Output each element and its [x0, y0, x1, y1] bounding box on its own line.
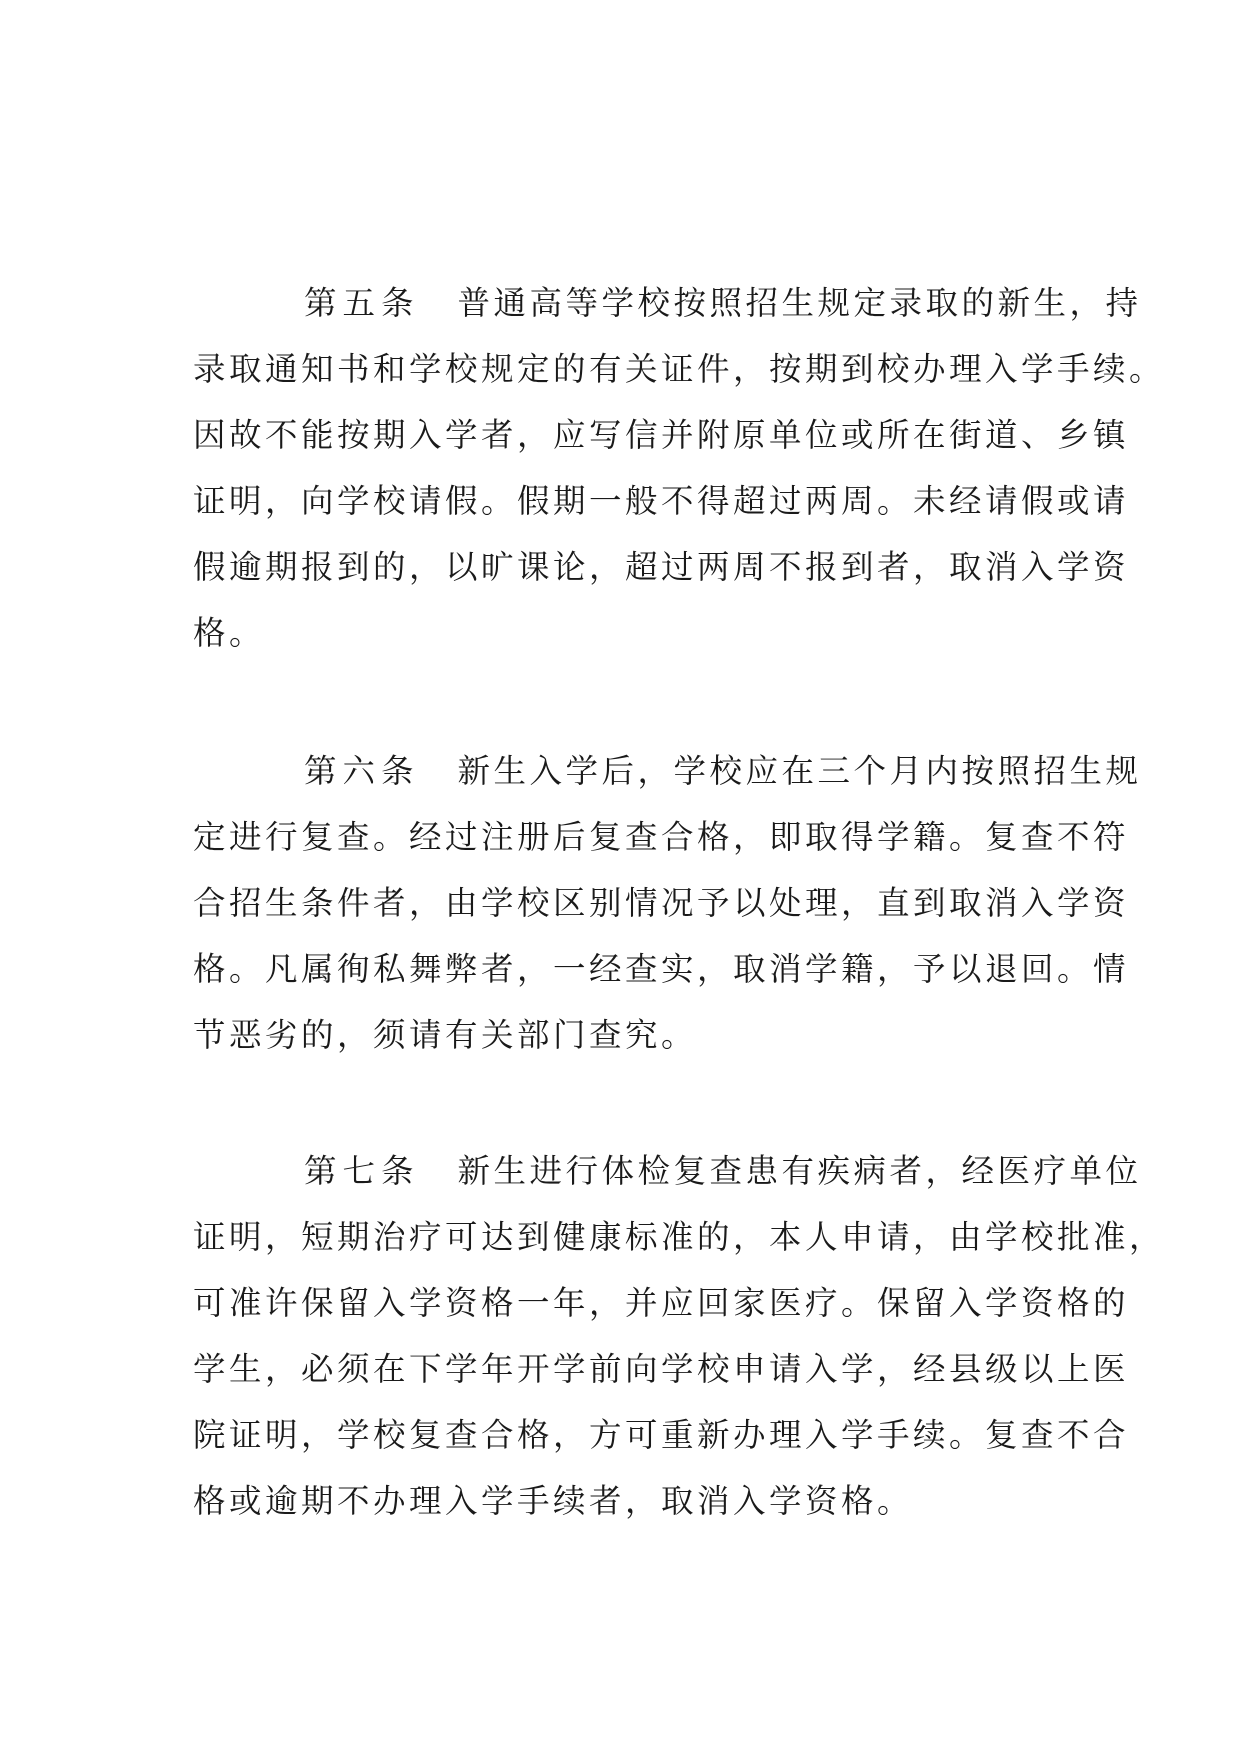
article-heading: 第五条: [304, 284, 420, 322]
article-heading: 第六条: [304, 752, 420, 790]
article-line: 节恶劣的，须请有关部门查究。: [193, 1016, 698, 1054]
article-line: 录取通知书和学校规定的有关证件，按期到校办理入学手续。: [193, 350, 1166, 388]
article-6: [193, 738, 1142, 1068]
article-line: 合招生条件者，由学校区别情况予以处理，直到取消入学资: [193, 884, 1130, 922]
article-line: 格。: [193, 614, 266, 652]
article-line: 格。凡属徇私舞弊者，一经查实，取消学籍，予以退回。情: [193, 950, 1130, 988]
article-5: [193, 270, 1166, 666]
article-line: 因故不能按期入学者，应写信并附原单位或所在街道、乡镇: [193, 416, 1130, 454]
article-line: 可准许保留入学资格一年，并应回家医疗。保留入学资格的: [193, 1284, 1130, 1322]
article-heading: 第七条: [304, 1152, 420, 1190]
article-line: 院证明，学校复查合格，方可重新办理入学手续。复查不合: [193, 1416, 1130, 1454]
article-line: 格或逾期不办理入学手续者，取消入学资格。: [193, 1482, 914, 1520]
article-text: 新生入学后，学校应在三个月内按照招生规: [457, 752, 1142, 790]
article-line: [193, 738, 1142, 804]
article-line: 假逾期报到的，以旷课论，超过两周不报到者，取消入学资: [193, 548, 1130, 586]
article-7: [193, 1138, 1166, 1534]
article-line: 证明，短期治疗可达到健康标准的，本人申请，由学校批准，: [193, 1218, 1166, 1256]
article-text: 新生进行体检复查患有疾病者，经医疗单位: [457, 1152, 1142, 1190]
article-line: [193, 270, 1142, 336]
article-line: 定进行复查。经过注册后复查合格，即取得学籍。复查不符: [193, 818, 1130, 856]
article-line: 证明，向学校请假。假期一般不得超过两周。未经请假或请: [193, 482, 1130, 520]
article-line: 学生，必须在下学年开学前向学校申请入学，经县级以上医: [193, 1350, 1130, 1388]
article-line: [193, 1138, 1142, 1204]
article-text: 普通高等学校按照招生规定录取的新生，持: [457, 284, 1142, 322]
